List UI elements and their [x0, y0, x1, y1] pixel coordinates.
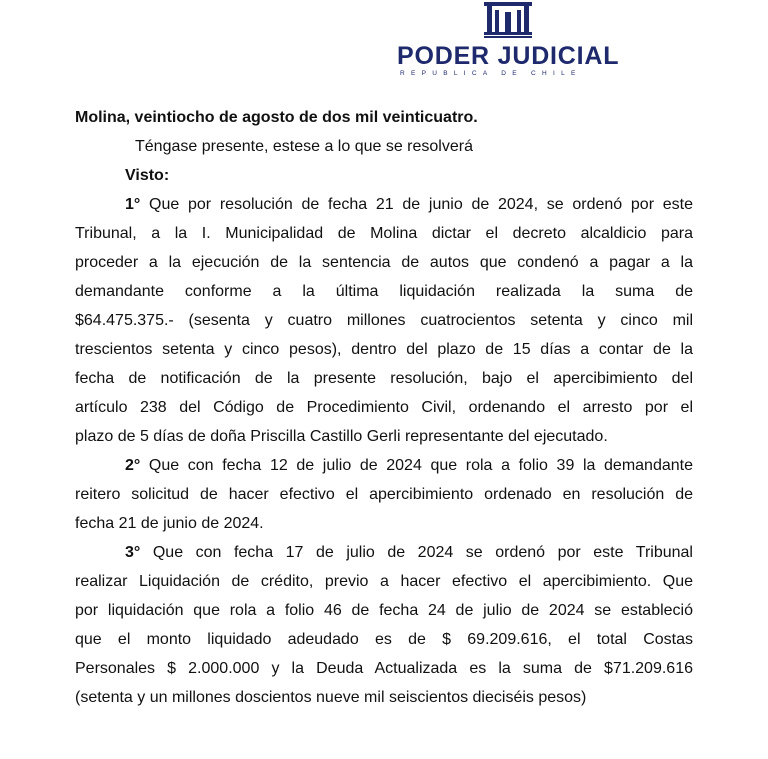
paragraph-line [75, 654, 693, 683]
paragraph-text: fecha de notificación de la presente resolución, bajo el apercibimiento del [75, 370, 693, 387]
paragraph-line [75, 596, 693, 625]
paragraph-line [75, 277, 693, 306]
paragraph-text: proceder a la ejecución de la sentencia de autos que condenó a pagar a la [75, 254, 693, 271]
paragraph-number: 3° [125, 544, 141, 561]
paragraph-text: Que con fecha 12 de julio de 2024 que rola a folio 39 la demandante [148, 457, 693, 474]
paragraph-line [75, 509, 693, 538]
paragraph-text: demandante conforme a la última liquidación realizada la suma de [75, 283, 693, 300]
paragraph-text: $64.475.375.- (sesenta y cuatro millones cuatrocientos setenta y cinco mil [75, 312, 693, 329]
visto-heading: Visto: [125, 167, 170, 184]
paragraph-line [75, 625, 693, 654]
paragraph-text: por liquidación que rola a folio 46 de fecha 24 de julio de 2024 se estableció [75, 602, 693, 619]
date-line: Molina, veintiocho de agosto de dos mil veinticuatro. [75, 109, 478, 126]
paragraph-line [75, 364, 693, 393]
paragraph-text: fecha 21 de junio de 2024. [75, 515, 264, 532]
paragraph-line [75, 335, 693, 364]
paragraph-line [75, 248, 693, 277]
paragraph-line [75, 306, 693, 335]
paragraph-text: realizar Liquidación de crédito, previo a hacer efectivo el apercibimiento. Que [75, 573, 693, 590]
paragraph-number: 2° [125, 457, 141, 474]
paragraph-line [75, 422, 693, 451]
paragraph-text: artículo 238 del Código de Procedimiento Civil, ordenando el arresto por el [75, 399, 693, 416]
paragraph-text: que el monto liquidado adeudado es de $ 69.209.616, el total Costas [75, 631, 693, 648]
paragraph-line [75, 567, 693, 596]
logo-subtitle: REPUBLICA DE CHILE [400, 70, 582, 77]
paragraph-text: Personales $ 2.000.000 y la Deuda Actualizada es la suma de $71.209.616 [75, 660, 693, 677]
paragraph-text: Tribunal, a la I. Municipalidad de Molina dictar el decreto alcaldicio para [75, 225, 693, 242]
paragraph-line [75, 219, 693, 248]
paragraph-text: trescientos setenta y cinco pesos), dentro del plazo de 15 días a contar de la [75, 341, 693, 358]
paragraph-line [75, 683, 693, 712]
paragraph-text: Que con fecha 17 de julio de 2024 se ordenó por este Tribunal [152, 544, 693, 561]
logo-title: PODER JUDICIAL [397, 42, 620, 70]
considerandos [75, 190, 693, 712]
paragraph-line [75, 538, 693, 567]
paragraph-text: Que por resolución de fecha 21 de junio de 2024, se ordenó por este [149, 196, 693, 213]
paragraph-line [75, 480, 693, 509]
paragraph-text: reitero solicitud de hacer efectivo el apercibimiento ordenado en resolución de [75, 486, 693, 503]
courthouse-emblem-icon [484, 2, 532, 38]
paragraph-text: plazo de 5 días de doña Priscilla Castillo Gerli representante del ejecutado. [75, 428, 608, 445]
letterhead [0, 0, 768, 90]
paragraph-text: (setenta y un millones doscientos nueve mil seiscientos dieciséis pesos) [75, 689, 587, 706]
resolution-document [75, 103, 693, 712]
paragraph-line [75, 451, 693, 480]
paragraph-2 [75, 451, 693, 538]
paragraph-line [75, 393, 693, 422]
paragraph-1 [75, 190, 693, 451]
tengase-line: Téngase presente, estese a lo que se resolverá [135, 138, 473, 155]
paragraph-line [75, 190, 693, 219]
paragraph-number: 1° [125, 196, 141, 213]
paragraph-3 [75, 538, 693, 712]
